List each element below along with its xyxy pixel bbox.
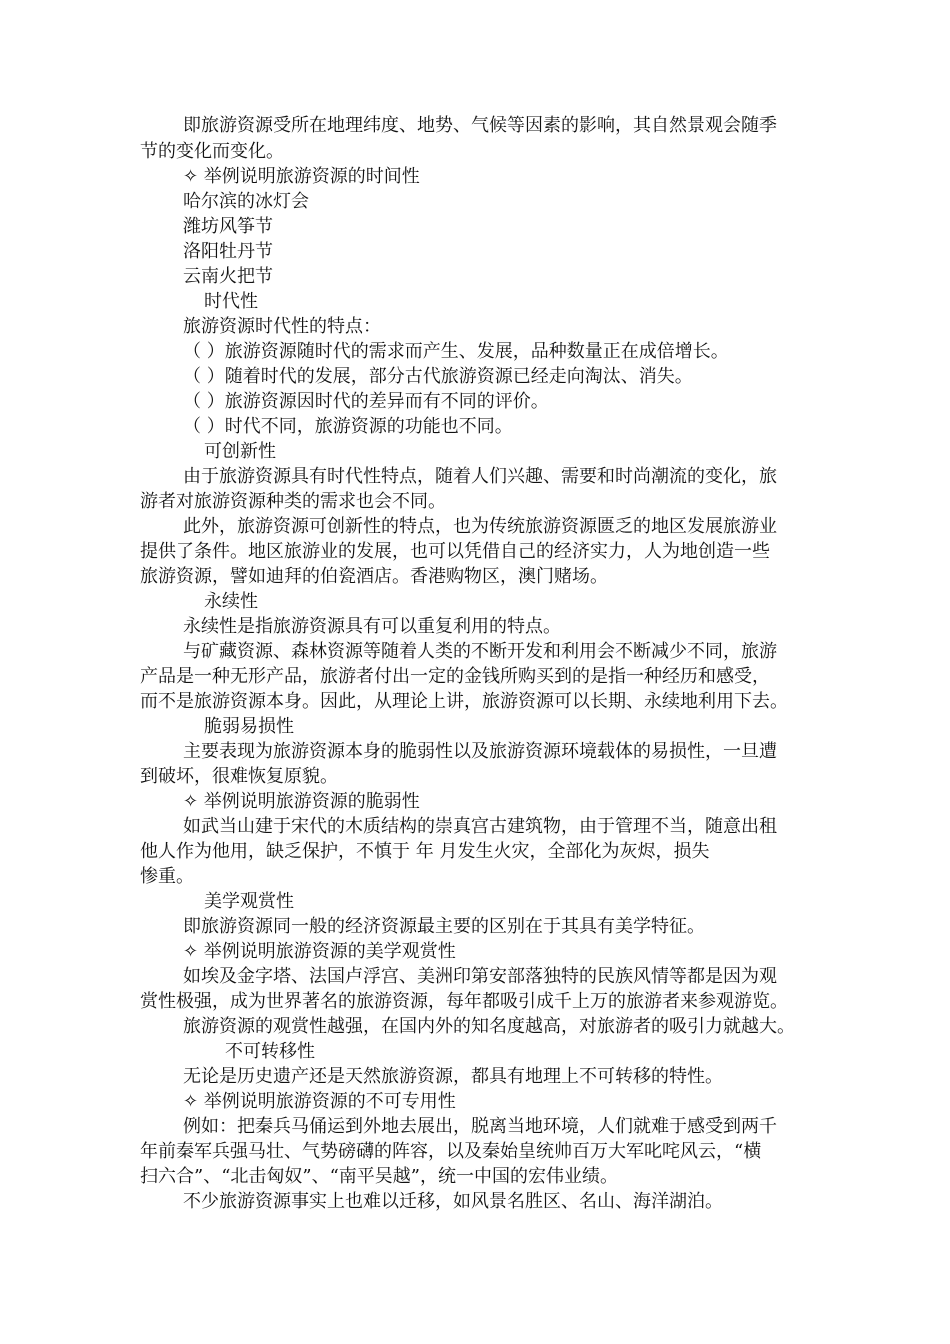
section-heading-aesthetics: 美学观赏性 [204, 891, 294, 912]
example-heading-aesthetics: ✧ 举例说明旅游资源的美学观赏性 [183, 941, 456, 962]
section-heading-era: 时代性 [204, 291, 258, 312]
text-line: 旅游资源，譬如迪拜的伯瓷酒店。香港购物区，澳门赌场。 [140, 566, 608, 587]
text-line: 主要表现为旅游资源本身的脆弱性以及旅游资源环境载体的易损性，一旦遭 [183, 741, 777, 762]
text-line: 扫六合”、“北击匈奴”、“南平吴越”，统一中国的宏伟业绩。 [140, 1166, 619, 1187]
text-line: 如武当山建于宋代的木质结构的崇真宫古建筑物，由于管理不当，随意出租 [183, 816, 777, 837]
text-line: 无论是历史遗产还是天然旅游资源，都具有地理上不可转移的特性。 [183, 1066, 723, 1087]
text-line-1: 即旅游资源受所在地理纬度、地势、气候等因素的影响，其自然景观会随季 [183, 115, 777, 136]
example-item: 云南火把节 [183, 266, 273, 287]
section-heading-fragility: 脆弱易损性 [204, 716, 294, 737]
text-line: 例如：把秦兵马俑运到外地去展出，脱离当地环境，人们就难于感受到两千 [183, 1116, 777, 1137]
text-line: 年前秦军兵强马壮、气势磅礴的阵容，以及秦始皇统帅百万大军叱咤风云，“横 [140, 1141, 762, 1162]
example-heading-immovability: ✧ 举例说明旅游资源的不可专用性 [183, 1091, 456, 1112]
text-line-2: 节的变化而变化。 [140, 141, 284, 162]
text-line: 到破坏，很难恢复原貌。 [140, 766, 338, 787]
example-item: 潍坊风筝节 [183, 216, 273, 237]
text-line: 由于旅游资源具有时代性特点，随着人们兴趣、需要和时尚潮流的变化，旅 [183, 466, 777, 487]
text-line: 而不是旅游资源本身。因此，从理论上讲，旅游资源可以长期、永续地利用下去。 [140, 691, 788, 712]
text-line: 此外，旅游资源可创新性的特点，也为传统旅游资源匮乏的地区发展旅游业 [183, 516, 777, 537]
section-heading-immovability: 不可转移性 [225, 1041, 315, 1062]
list-item: （ ）随着时代的发展，部分古代旅游资源已经走向淘汰、消失。 [183, 366, 693, 387]
example-item: 洛阳牡丹节 [183, 241, 273, 262]
text-line: 与矿藏资源、森林资源等随着人类的不断开发和利用会不断减少不同，旅游 [183, 641, 777, 662]
text-line: 永续性是指旅游资源具有可以重复利用的特点。 [183, 616, 561, 637]
text-line: 提供了条件。地区旅游业的发展，也可以凭借自己的经济实力，人为地创造一些 [140, 541, 770, 562]
section-heading-sustainability: 永续性 [204, 591, 258, 612]
list-item: （ ）旅游资源因时代的差异而有不同的评价。 [183, 391, 549, 412]
text-line: 产品是一种无形产品，旅游者付出一定的金钱所购买到的是指一种经历和感受， [140, 666, 770, 687]
text-line: 惨重。 [140, 866, 194, 887]
text-line: 游者对旅游资源种类的需求也会不同。 [140, 491, 446, 512]
text-line: 如埃及金字塔、法国卢浮宫、美洲印第安部落独特的民族风情等都是因为观 [183, 966, 777, 987]
text-line: 他人作为他用，缺乏保护，不慎于 年 月发生火灾，全部化为灰烬，损失 [140, 841, 710, 862]
text-line: 旅游资源时代性的特点： [183, 316, 381, 337]
example-heading-time: ✧ 举例说明旅游资源的时间性 [183, 166, 420, 187]
text-line: 旅游资源的观赏性越强，在国内外的知名度越高，对旅游者的吸引力就越大。 [183, 1016, 795, 1037]
text-line: 赏性极强，成为世界著名的旅游资源，每年都吸引成千上万的旅游者来参观游览。 [140, 991, 788, 1012]
list-item: （ ）时代不同，旅游资源的功能也不同。 [183, 416, 513, 437]
section-heading-innovation: 可创新性 [204, 441, 276, 462]
example-heading-fragility: ✧ 举例说明旅游资源的脆弱性 [183, 791, 420, 812]
text-line: 不少旅游资源事实上也难以迁移，如风景名胜区、名山、海洋湖泊。 [183, 1191, 723, 1212]
text-line: 即旅游资源同一般的经济资源最主要的区别在于其具有美学特征。 [183, 916, 705, 937]
example-item: 哈尔滨的冰灯会 [183, 191, 309, 212]
list-item: （ ）旅游资源随时代的需求而产生、发展，品种数量正在成倍增长。 [183, 341, 729, 362]
